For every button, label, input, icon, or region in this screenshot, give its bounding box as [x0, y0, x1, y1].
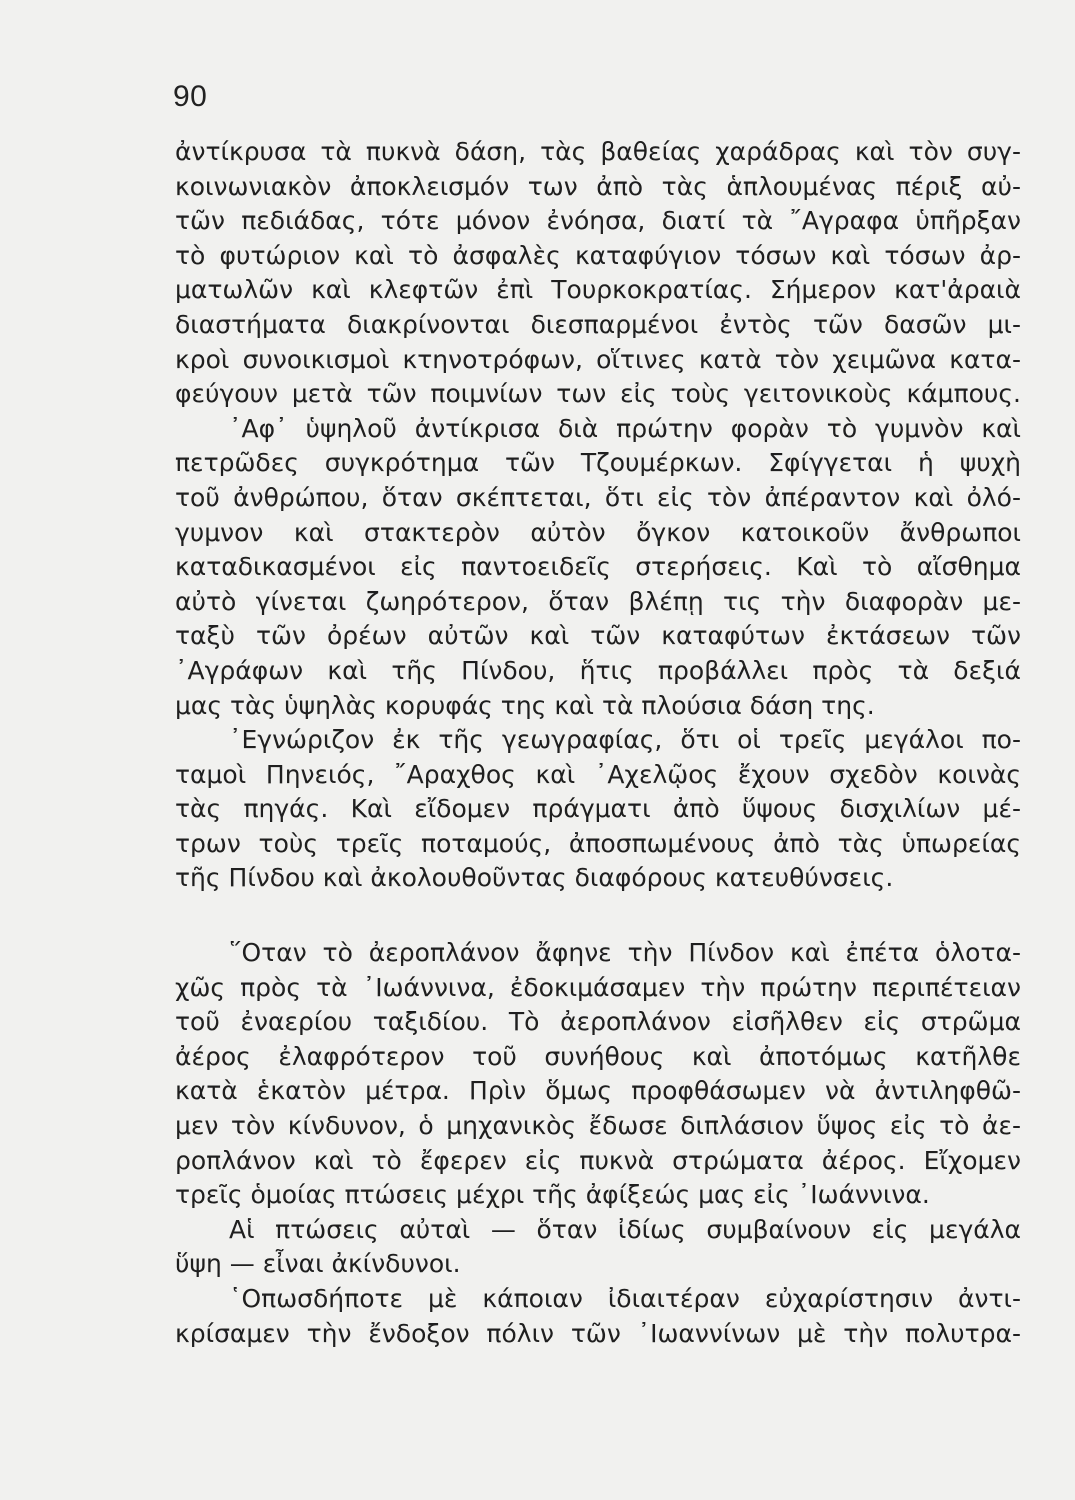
- text-line: γυμνον καὶ στακτερὸν αὐτὸν ὄγκον κατοικοῦν ἄνθρωποι: [175, 517, 1021, 547]
- text-line: ᾿Αγράφων καὶ τῆς Πίνδου, ἥτις προβάλλει πρὸς τὰ δεξιά: [175, 655, 1021, 685]
- text-line: ἀέρος ἐλαφρότερον τοῦ συνήθους καὶ ἀποτόμως κατῆλθε: [175, 1041, 1021, 1071]
- paragraph: [175, 723, 1021, 896]
- text-line: ῾Οπωσδήποτε μὲ κάποιαν ἰδιαιτέραν εὐχαρίστησιν ἀντι-: [229, 1283, 1021, 1313]
- text-section-1: [175, 135, 1021, 896]
- paragraph: [175, 936, 1021, 1213]
- text-line: Αἱ πτώσεις αὐταὶ — ὅταν ἰδίως συμβαίνουν εἰς μεγάλα: [229, 1214, 1021, 1244]
- text-line: τρεῖς ὁμοίας πτώσεις μέχρι τῆς ἀφίξεώς μας εἰς ᾿Ιωάννινα.: [175, 1180, 930, 1210]
- text-line: κρίσαμεν τὴν ἔνδοξον πόλιν τῶν ᾿Ιωαννίνων μὲ τὴν πολυτρα-: [175, 1318, 1021, 1348]
- text-line: ροπλάνον καὶ τὸ ἔφερεν εἰς πυκνὰ στρώματα ἀέρος. Εἴχομεν: [175, 1145, 1021, 1175]
- text-line: πετρῶδες συγκρότημα τῶν Τζουμέρκων. Σφίγγεται ἡ ψυχὴ: [175, 448, 1021, 478]
- paragraph: [175, 1282, 1021, 1351]
- text-line: τὰς πηγάς. Καὶ εἴδομεν πράγματι ἀπὸ ὕψους δισχιλίων μέ-: [175, 794, 1021, 824]
- text-line: ταμοὶ Πηνειός, ῎Αραχθος καὶ ᾿Αχελῷος ἔχουν σχεδὸν κοινὰς: [175, 759, 1021, 789]
- text-line: τρων τοὺς τρεῖς ποταμούς, ἀποσπωμένους ἀπὸ τὰς ὑπωρείας: [175, 828, 1021, 858]
- text-line: ταξὺ τῶν ὀρέων αὐτῶν καὶ τῶν καταφύτων ἐκτάσεων τῶν: [175, 621, 1021, 651]
- text-line: κοινωνιακὸν ἀποκλεισμόν των ἀπὸ τὰς ἁπλουμένας πέριξ αὐ-: [175, 171, 1021, 201]
- text-line: διαστήματα διακρίνονται διεσπαρμένοι ἐντὸς τῶν δασῶν μι-: [175, 309, 1021, 339]
- text-line: μεν τὸν κίνδυνον, ὁ μηχανικὸς ἔδωσε διπλάσιον ὕψος εἰς τὸ ἀε-: [175, 1110, 1021, 1140]
- text-line: τὸ φυτώριον καὶ τὸ ἀσφαλὲς καταφύγιον τόσων καὶ τόσων ἀρ-: [175, 240, 1021, 270]
- text-line: ἀντίκρυσα τὰ πυκνὰ δάση, τὰς βαθείας χαράδρας καὶ τὸν συγ-: [175, 137, 1021, 166]
- text-line: ᾿Εγνώριζον ἐκ τῆς γεωγραφίας, ὅτι οἱ τρεῖς μεγάλοι πο-: [229, 725, 1021, 755]
- text-line: ᾿Αφ᾽ ὑψηλοῦ ἀντίκρισα διὰ πρώτην φορὰν τὸ γυμνὸν καὶ: [229, 413, 1021, 443]
- text-line: καταδικασμένοι εἰς παντοειδεῖς στερήσεις. Καὶ τὸ αἴσθημα: [175, 552, 1021, 582]
- text-line: φεύγουν μετὰ τῶν ποιμνίων των εἰς τοὺς γειτονικοὺς κάμπους.: [175, 379, 1021, 409]
- text-section-2: [175, 936, 1021, 1351]
- text-line: ὕψη — εἶναι ἀκίνδυνοι.: [175, 1249, 461, 1279]
- text-line: κροὶ συνοικισμοὶ κτηνοτρόφων, οἵτινες κατὰ τὸν χειμῶνα κατα-: [175, 344, 1021, 374]
- text-line: αὐτὸ γίνεται ζωηρότερον, ὅταν βλέπῃ τις τὴν διαφορὰν με-: [175, 586, 1021, 616]
- text-line: τοῦ ἐναερίου ταξιδίου. Τὸ ἀεροπλάνον εἰσῆλθεν εἰς στρῶμα: [175, 1007, 1021, 1037]
- text-line: τῶν πεδιάδας, τότε μόνον ἐνόησα, διατί τὰ ῎Αγραφα ὑπῆρξαν: [175, 206, 1021, 236]
- paragraph: [175, 1213, 1021, 1282]
- paragraph: [175, 412, 1021, 723]
- text-line: τῆς Πίνδου καὶ ἀκολουθοῦντας διαφόρους κατευθύνσεις.: [175, 863, 894, 893]
- text-line: μας τὰς ὑψηλὰς κορυφάς της καὶ τὰ πλούσια δάση της.: [175, 690, 875, 720]
- text-line: ματωλῶν καὶ κλεφτῶν ἐπὶ Τουρκοκρατίας. Σήμερον κατ'ἀραιὰ: [175, 275, 1021, 305]
- page-number: 90: [173, 80, 208, 113]
- text-line: χῶς πρὸς τὰ ᾿Ιωάννινα, ἐδοκιμάσαμεν τὴν πρώτην περιπέτειαν: [175, 972, 1021, 1002]
- text-line: κατὰ ἑκατὸν μέτρα. Πρὶν ὅμως προφθάσωμεν νὰ ἀντιληφθῶ-: [175, 1076, 1021, 1106]
- text-line: τοῦ ἀνθρώπου, ὅταν σκέπτεται, ὅτι εἰς τὸν ἀπέραντον καὶ ὀλό-: [175, 482, 1021, 512]
- text-line: ῞Οταν τὸ ἀεροπλάνον ἄφηνε τὴν Πίνδον καὶ ἐπέτα ὁλοτα-: [229, 938, 1021, 967]
- paragraph: [175, 135, 1021, 412]
